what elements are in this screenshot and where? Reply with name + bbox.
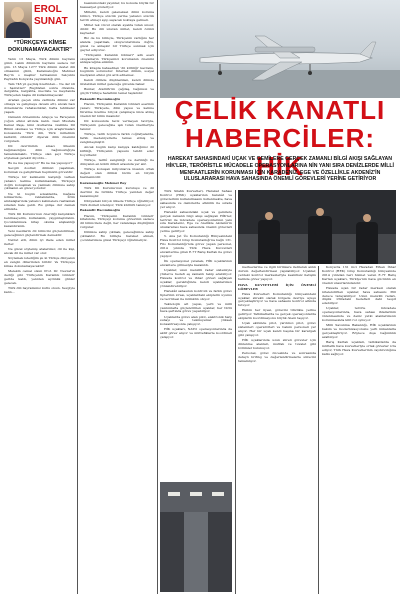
paragraph: Hava Kuvvetleri Komutanlığı bünyesindeki uçaklar, sürekli olarak bölgede devriye uçuşu gerçekleştiriyor ve hava sahasını kontrol altında tutuyor. [238, 291, 316, 308]
paragraph: Melekin cemal olsun Prof. Dr. Nevzat'ın dediği gibi 'Türkçenin Karanlık Günleri' geride kaldı, yeniden aydınlık günler gelecek. [4, 268, 75, 285]
column-3-body [160, 190, 232, 341]
paragraph: basınımızdaki yayınlar, bu konuda büyük bir hassasiyet gösteriyor. [80, 1, 154, 9]
paragraph: İlk operasyonel yetenek, HİK uçaklarının envantere girmesiyle kazanıldı. [160, 258, 232, 267]
crew-head [363, 214, 371, 222]
cabin-aisle [184, 512, 208, 592]
paragraph: Millet tek vücut olarak ayakta tutan unsur, dildir. Bu dili unutan millet, kendi özünü kaybeder. [80, 22, 154, 35]
paragraph: Yeni nesillerin dil bilincini güçlendirmek, geleceğimizi güçlendirmek demektir. [4, 229, 75, 237]
paragraph: Söylemek istediğim şu ki Türkçe dünyanın en zengin dillerinden biridir. Ve Türkçeye kimse dokunamayacaktır! [4, 256, 75, 268]
paragraph: Uçak ekibinde pilot, yardımcı pilot, görev sistemleri operatörleri ve bakım personeli yer alıyor. Her bir uçak kendi başına bir karargah gibi çalışıyor. [238, 321, 316, 338]
column-2-body [80, 2, 154, 244]
paragraph: Dilimize sahip çıkmak, geleceğimize sahip çıkmaktır. Bu bilinçle hareket etmeli, çocuklarımıza güzel Türkçeyi öğretmeliyiz. [80, 230, 154, 243]
paragraph: Ancak bugün karşı karşıya kaldığımız dil kirliliği, Türkçenin yapısını tehdit eder boyuttadır. [80, 144, 154, 157]
article-spot: HAREKAT SAHASINDAKİ UÇAK VE GEMİLERE GERÇEK ZAMANLI BİLGİ AKIŞI SAĞLAYAN HİK'LER, TERÖRİSTLE MÜCADELE OPERASYONLARINA NİN YANI SIRA DENİZLERDE MİLLİ MENFAATLERİN KORUNMASI İÇİN KARADENİZ, EGE VE ÖZELLİKLE AKDENİZ'İN ULUSLARARASI HAVA SAHASINDA ÖNEMLİ GÖREVLERİ YERİNE GETİRİYOR [166, 156, 394, 183]
paragraph: Türk Silahlı Kuvvetleri, Harekat Sahası Kontrol (HSK) uçaklarının harekât ve görevlerinin kullanılmasını üstlenmekte, hava sahasında ve denizlerde etkinlik ile sırada yer alıyor. [160, 189, 232, 209]
column-divider [157, 0, 158, 594]
paragraph: Bu kitapta bahsedilen 'dil kirliliği' kavramı, bugünün sorunudur. İnternet dilinin, sosyal medyanın etkisi göz ardı edilemez. [80, 65, 154, 78]
paragraph: Uçaklarda görev alan pilot, elektronik harp subayı ve teknisyenler yüksek konsantrasyonla çalışıyor. [160, 314, 232, 327]
paragraph: Hacım, 'Türkçenin Karanlık Günleri' kitabında, Türkçeyi koruma görevinin sadece dil bilimcilere değil, her vatandaşa düştüğünü vurgular. [80, 213, 154, 230]
paragraph: Sevgili dostlar; dilimizi yaşatmak, korumak ve geliştirmek hepimizin görevidir. [4, 165, 75, 174]
paragraph: Osmanlı döneminde Arapça ve Farsçanın yoğun etkisi altında kaldı. Gazi Mustafa Kemal Paşa, kimi dostlarına özellikle Dil Bilimi okuması ve Türkçe için araştırmaları konusunda 'Türk dili, Türk milletinin kalbidir, zihnidir' diyerek dilin önemini vurguladı. [4, 115, 75, 143]
paragraph: Dil konusunda taviz vermeyen tavrıyla, Türkçenin geleceğine ışık tutan önerileriyle tanınır. [80, 119, 154, 131]
paragraph: Ekibin her üyesi, görevini titizlikle yerine getiriyor. Tatbikatlarda ve gerçek operasyonlarda ekiplerin koordinasyonu büyük önem taşıyor. [238, 308, 316, 321]
paragraph: Bu ne ma yapısıyor? Bu ne ma yapısıyor? [8, 160, 73, 165]
column-divider [318, 266, 319, 594]
paragraph: Ne güzel söylemiş atalarımız; dil ile kişi, ancak dil ile millet var olur. [4, 247, 75, 255]
column-divider [235, 190, 236, 594]
paragraph: Dil devriminin amacı ülkenin bağımsızlığını dilin bağımsızlığıyla tamamlamaktı. Türkçe olan şeyi Türkçe söylemek gerekir diyordu... [4, 143, 75, 160]
paragraph: Türk Dil Kurumu'nun önerdiği karşılıkları benimseyelim, kullanalım, yaygınlaştıralım. Çocuklarımıza kitap okuma alışkanlığı kazandıralım. [4, 212, 75, 228]
columnist-photo [4, 2, 32, 38]
crew-member [258, 220, 280, 264]
paragraph: Türkçe, tarihî zenginliği ve derinliği ile dünyanın en köklü dilleri arasında yer alır. [80, 157, 154, 166]
paragraph: Uçaklar, uzun menzilli radar sistemiyle yüzlerce hedefi eş zamanlı takip edebiliyor. Havada kontrol ve ihbar görevi sağlayan uçaklar, gerektiğinde kendi uçaklarımızı yönlendirebiliyor. [160, 267, 232, 288]
columnist-face [11, 7, 24, 22]
paragraph: Harekât sahasındaki uçak ve gemilere gerçek zamanlı bilgi akışı sağlayan HİK'ler, terörist ile mücadele operasyonlarının yanı sıra Karadeniz, Ege ve özellikle Akdeniz'in uluslararası hava sahasında önemli görevleri yerine getiriyor. [160, 209, 232, 234]
subheading: HAVA KUVVETLERİ İÇİN ÖNEMLİ GÖREVLER [238, 282, 316, 291]
crew-photo [238, 190, 396, 264]
headline-line-2: HABERCİLER: HİK [184, 123, 376, 181]
paragraph: Tam 746 yıl geçmiş üzerinden... Ne der idi o hazretler? Bugünden sonra divanda, dergâhta, bargâhta, mecliste ve meydanda Türkçeden başka dil kullanılmayacak! [4, 81, 75, 98]
subheading: Bakandil Hacımimoğlu [80, 97, 120, 102]
paragraph: merkezlerine ve ilgili birimlere iletilerek anlık durum değerlendirmesi yapılabiliyor. Uçaklar, yerdeki kontrol merkezleriyle kesintisiz iletişim halinde görev yapıyor. [238, 265, 316, 281]
crew-member [308, 216, 332, 264]
paragraph: Türkçe, tarih boyunca farklı coğrafyalarda, farklı medeniyetlerle temas etmiş ve zenginleşmiştir. [80, 132, 154, 144]
cabin-lamp [212, 492, 224, 496]
column-title: “TÜRKÇEYE KİMSE DOKUNAMAYACAKTIR” [8, 40, 72, 53]
paragraph: Türkçe bir kelimenin karşılığı varken yabancı kelime kullanmamak, Türkçeyi doğru konuşmak ve yazmak; dilimize sahip çıkmanın en güzel yoludur. [4, 174, 75, 191]
paragraph: Aradan geçen süre zarfında dilimiz var olmaya ve gelişmeye devam etti, ancak bazı dönemlerde rahatsızlıklar, hatta tehlikeler yaşadı. [4, 98, 75, 115]
column-4-body [238, 266, 316, 365]
paragraph: Netret etti, dilini iyi ifade eden millet ilerler. [4, 238, 75, 246]
columnist-last-name: SUNAT [34, 16, 68, 27]
crew-head [316, 208, 324, 216]
headline-line-1: ÇELİK KANATLI [174, 95, 386, 125]
column-1-body [4, 58, 75, 296]
paragraph: Ne ki bugün sokaklarda, mağaza isimlerinde, reklamlarda, ürün ambalajlarında yabancı kelimelere rastlamak sıradan hale geldi. Bu gidişe dur demek elimizde. [4, 191, 75, 212]
paragraph: HİK uçaklarında uzun süreli görevler için dinlenme alanları, mutfak ve tuvalet gibi bölümler bulunuyor. [238, 338, 316, 350]
awacs-aircraft-illustration [160, 0, 400, 98]
paragraph: Teknolojik alt yapısı, yerli ve milli yazılımlarla güçlendirilen uçaklar, her türlü hava şartında görev yapabiliyor. [160, 301, 232, 314]
cabin-photo [160, 482, 232, 592]
paragraph: Milletin, kendi geleneksel dilini koruma bilinci, Türkçe sözcük yerine yabancı sözcük tercih etmeyi ayıp sayacak noktaya gelmeli. [80, 10, 154, 22]
paragraph: Barış Kartalı uçakları, tatbikatlarda da müttefik hava kuvvetleriyle ortak görevler icra ediyor, Türk Hava Kuvvetlerinin caydırıcılığına katkı sağlıyor. [322, 340, 396, 356]
column-5-body [322, 266, 396, 358]
paragraph: 5. Ana Jet Üs Komutanlığı Bünyesindeki Hava Kontrol Grup Komutanlığı'na bağlı 131. Filo Komutanlığı'nda görev yapan personel, 2014 yılında Türk Hava Kuvvetleri envanterine giren E-7T Barış Kartalı ile görev yapıyor. [160, 234, 232, 258]
paragraph: Türk dili bayramımız kutlu olsun. Sevgiyle kalın... [4, 285, 75, 294]
paragraph: "Türkçenin Karanlık Günleri" adlı eseri okuyanların Türkçemizi korumanın önemini anlayacağına eminim. [80, 52, 154, 65]
paragraph: Bunlar, Atatürk'ün çağdaş, bağımsız ve güçlü Türkiye hedefinin temel taşlarıdır. [80, 87, 154, 96]
paragraph: Yarın 13 Mayıs, Türk dilinin bayramı günü. Lakin dilimizin bayramı sadece bir gün. 13 Mayıs 1277 Türk dilinin devlet dili olmasının günü, Karamanoğlu Mehmet Bey'in o meşhur fermanının Selçuklu Payitahtı Konya'da yayınlandığı gün. [4, 57, 75, 81]
paragraph: Kendi dilinde düşünebilen, kendi dilinde üretebilen millet geleceğe güvenle bakar. [80, 78, 154, 87]
airplane-photo [160, 0, 400, 98]
paragraph: Biz de bu bilinçle, Türkçenin varlığını her alanda yaşatmak, okuyucularımıza doğru, güzel ve anlaşılır bir Türkçe sunmak için gayret ediyoruz. [80, 35, 154, 52]
crew-head [265, 212, 273, 220]
paragraph: Milli Savunma Bakanlığı, HİK uçaklarının bakım ve modernizasyonunu yerli imkanlarla gerçekleştiriyor. Böylece dışa bağımlılık azaltılıyor. [322, 323, 396, 339]
subheading: Bakandil Hacımimoğlu [80, 208, 120, 213]
paragraph: Konya'da 131 inci Havadan Erken İhbar Kontrol (HEK) Grup Komutanlığı bünyesinde 2014 yılından beri hizmet veren E-7T Barış Kartalı uçakları, Türkiye'nin hava gücünün en önemli unsurlarındandır. [322, 265, 396, 285]
paragraph: Harekât sahasının kontrolü ve farklı görev tiplerinin icrası, uçaklardaki ekiplerin uyumu ve tecrübesi ile mümkün oluyor. [160, 288, 232, 301]
paragraph: Dünyadaki birçok ülkede Türkçe öğretiliyor, Türk dizileri izleniyor, Türk kültürü tanınıyor. [80, 198, 154, 207]
cabin-lamp [190, 492, 202, 496]
columnist-shoulders [6, 22, 30, 38]
columnist-header [4, 2, 76, 38]
columnist-first-name: EROL [34, 4, 62, 15]
subheading: Karamanoğlu Mehmet Bey [80, 180, 127, 185]
cabin-lamp [168, 492, 180, 496]
column-divider [77, 0, 78, 594]
crew-member [356, 222, 378, 264]
paragraph: Personel, görev öncesinde ve sonrasında detaylı brifing ve değerlendirmelerle sürecini tamamlıyor. [238, 351, 316, 363]
paragraph: Havada uçan bir radar merkezi olarak nitelendirilen uçaklar, hava sahasını 360 derece tarayabiliyor. Uzun menzilli radarı, düşük irtifadaki hedefleri dahi tespit edebiliyor. [322, 285, 396, 306]
paragraph: HİK uçakları, NATO operasyonlarında da aktif görev alıyor ve müttefiklerle koordineli çalışıyor. [160, 327, 232, 340]
cabin-ceiling [160, 482, 232, 512]
paragraph: Uçaklar, terörle mücadele operasyonlarında, hava sahası ihlallerinin önlenmesinde ve deniz yetki alanlarımızın korunmasında kilit rol oynuyor. [322, 306, 396, 323]
paragraph: Türkçe konuşan milyonlarca insanın ortak değeri olan dilimiz bizim en büyük hazinemizdir. [80, 166, 154, 179]
paragraph: Türk Dil Kurumu'nun kuruluşu ve dil devrimi ile birlikte Türkçe yeniden değer kazanmıştır. [80, 185, 154, 198]
paragraph: Hacım, Türkçenin Karanlık Günleri eserinin yazarı; Türkçede, dilin yapısı ve kelime türetme üzerine birçok çalışmaya imza atmış önemli bir bilim insanıdır. [80, 102, 154, 119]
